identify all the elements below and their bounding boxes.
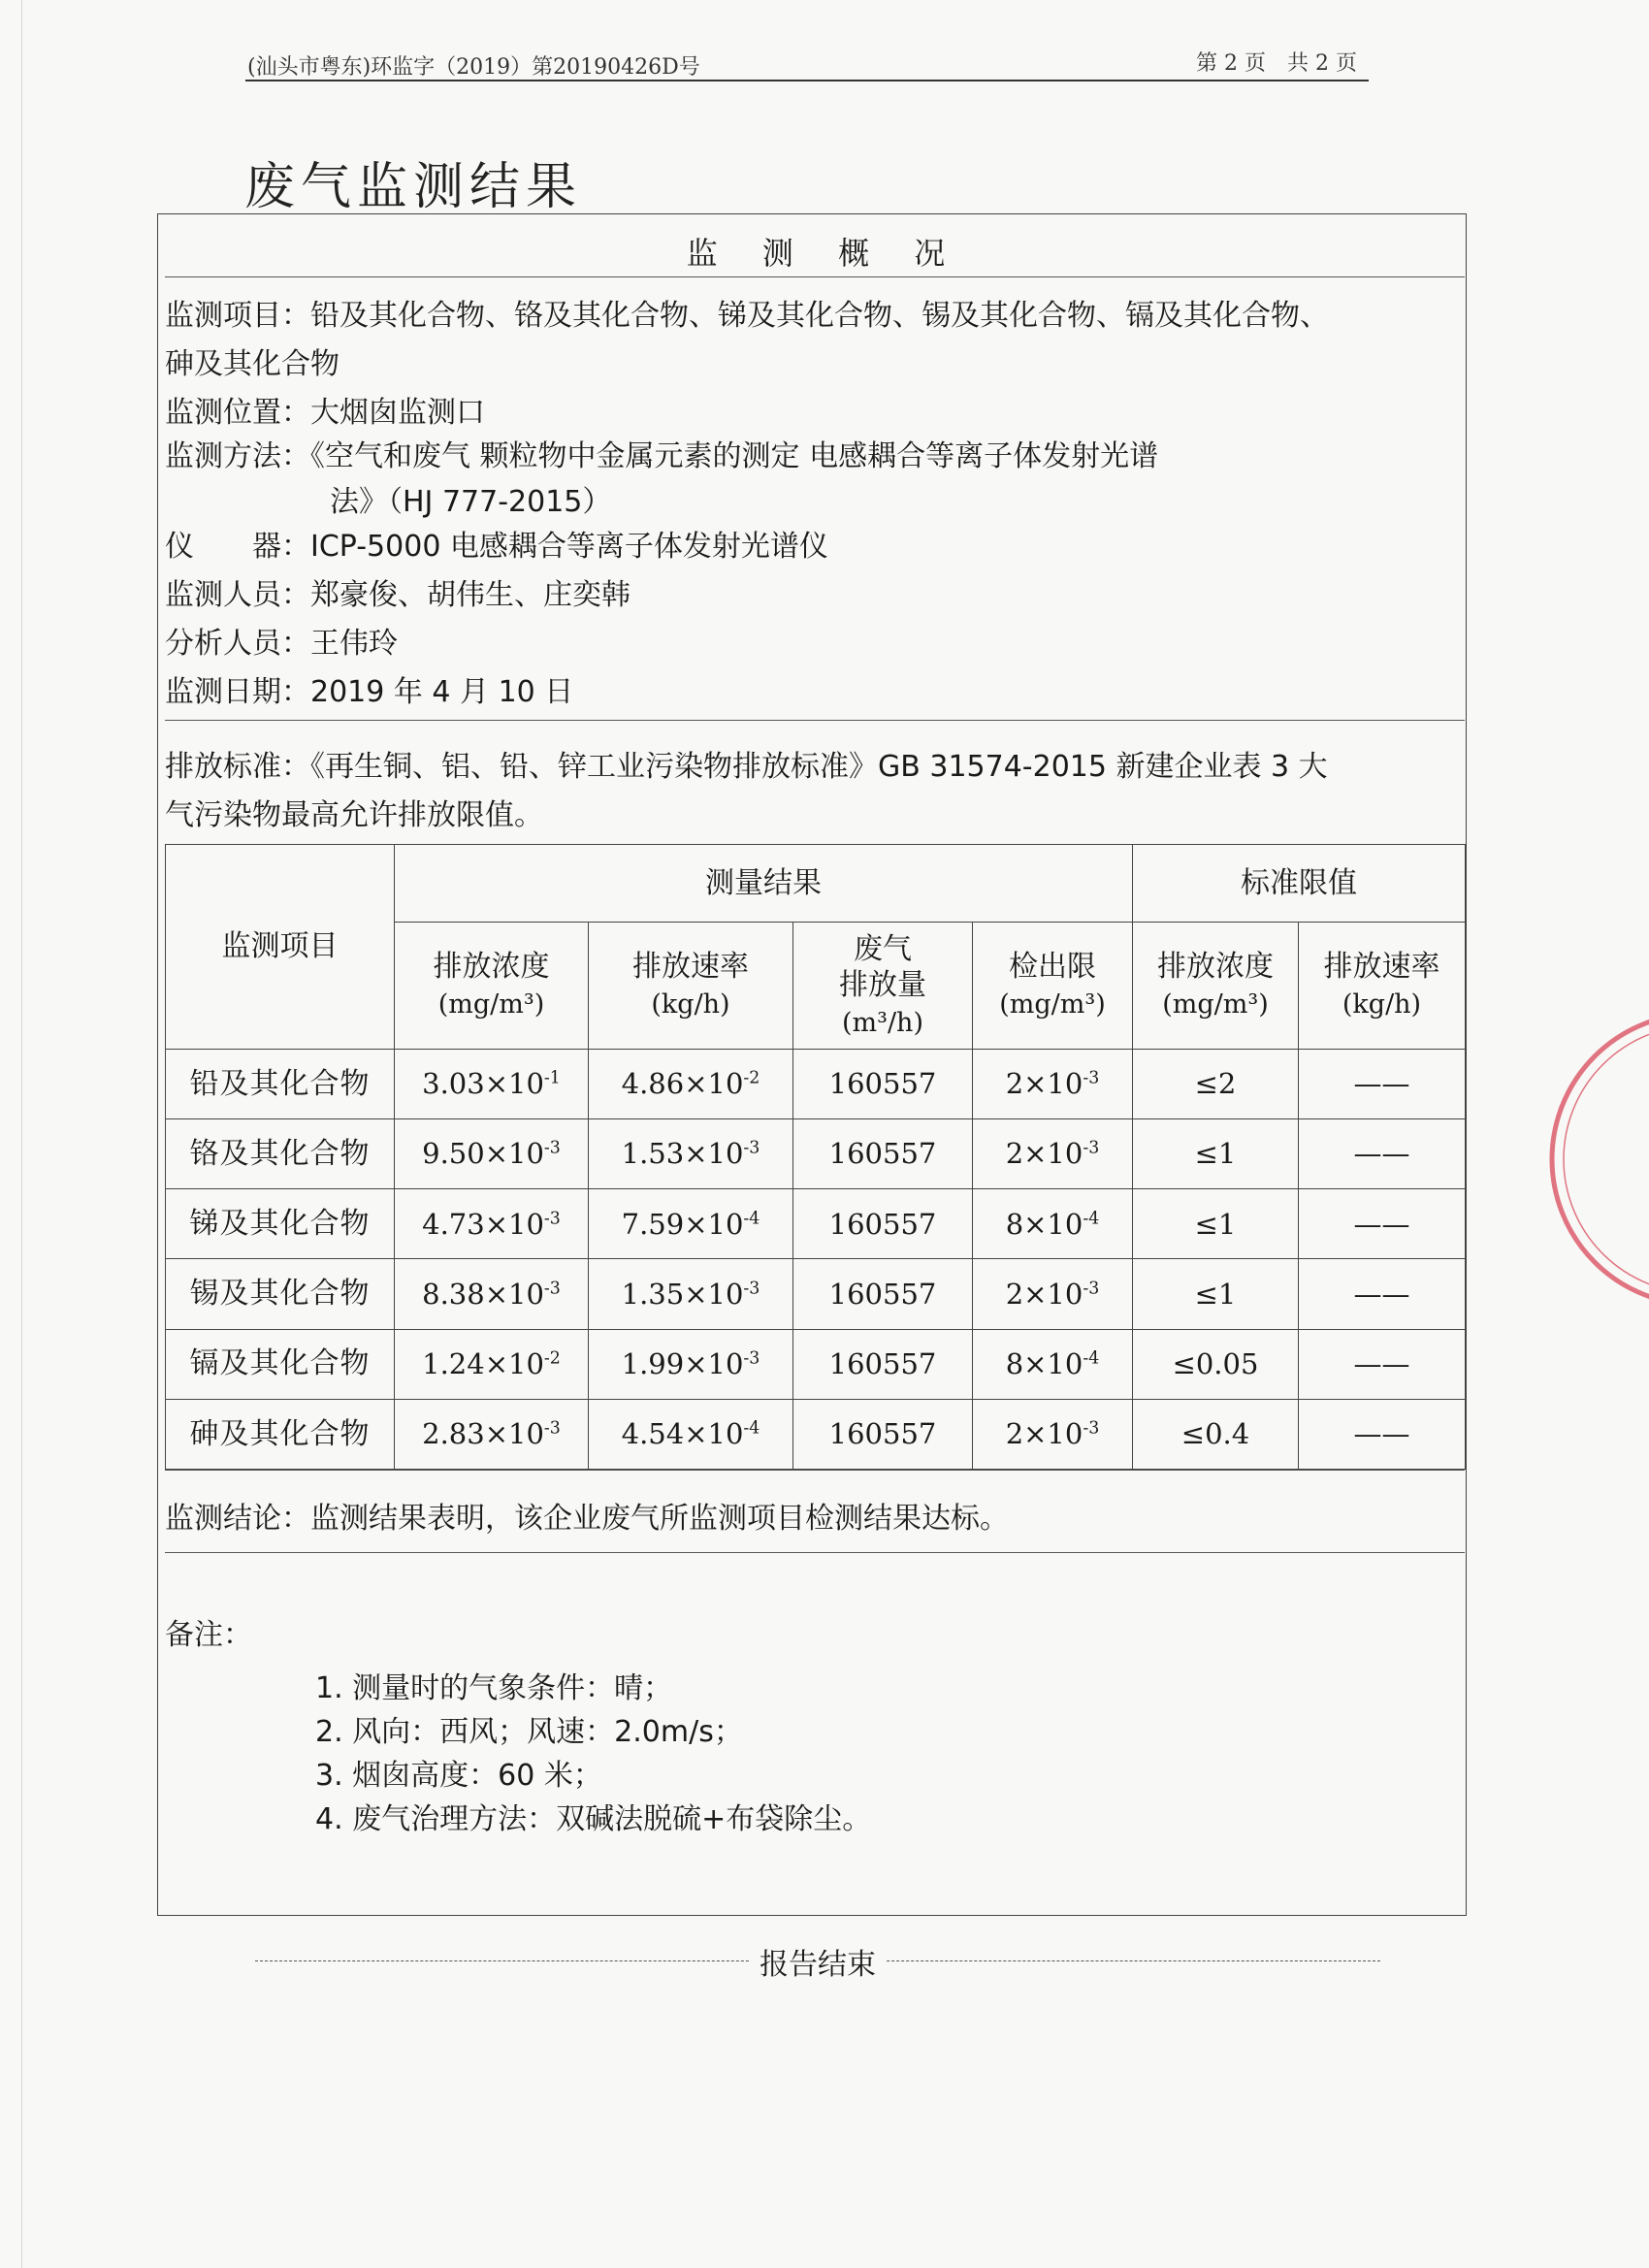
cell-detection-limit: $2\times 10^{-3}$ [973,1259,1133,1329]
divider [165,720,1465,721]
cell-concentration: $4.73\times 10^{-3}$ [395,1189,589,1259]
cell-concentration: $3.03\times 10^{-1}$ [395,1049,589,1118]
cell-concentration: $8.38\times 10^{-3}$ [395,1259,589,1329]
results-table [165,844,1466,1470]
page-number: 第 2 页 共 2 页 [1196,51,1357,76]
monitor-items-line2: 砷及其化合物 [165,347,340,381]
col-rate: 排放速率 (kg/h) [589,923,793,1049]
note-item: 3. 烟囱高度：60 米； [315,1759,602,1793]
cell-concentration: $1.24\times 10^{-2}$ [395,1329,589,1399]
divider [165,1552,1465,1553]
cell-flow: 160557 [793,1329,973,1399]
col-concentration: 排放浓度 (mg/m³) [395,923,589,1049]
analyst: 分析人员：王伟玲 [165,627,398,661]
monitor-conclusion: 监测结论：监测结果表明，该企业废气所监测项目检测结果达标。 [165,1502,1009,1536]
page-edge [21,0,22,2268]
col-flow: 废气 排放量 (m³/h) [793,923,973,1049]
cell-item: 锑及其化合物 [166,1189,395,1259]
notes-label: 备注： [165,1618,252,1652]
cell-item: 镉及其化合物 [166,1329,395,1399]
cell-limit-rate: —— [1299,1189,1466,1259]
page-header [245,50,1369,81]
cell-limit-concentration: ≤0.4 [1133,1399,1299,1469]
cell-limit-concentration: ≤1 [1133,1118,1299,1188]
col-limit-concentration: 排放浓度 (mg/m³) [1133,923,1299,1049]
table-row [166,1259,1466,1329]
cell-detection-limit: $8\times 10^{-4}$ [973,1329,1133,1399]
monitor-items-line1: 监测项目：铅及其化合物、铬及其化合物、锑及其化合物、锡及其化合物、镉及其化合物、 [165,299,1329,333]
cell-rate: $4.54\times 10^{-4}$ [589,1399,793,1469]
instrument-value: ICP-5000 电感耦合等离子体发射光谱仪 [310,530,828,564]
monitor-method-line1: 监测方法：《空气和废气 颗粒物中金属元素的测定 电感耦合等离子体发射光谱 [165,439,1159,473]
emission-standard-line2: 气污染物最高允许排放限值。 [165,798,543,832]
cell-flow: 160557 [793,1189,973,1259]
note-item: 1. 测量时的气象条件：晴； [315,1671,673,1705]
cell-limit-rate: —— [1299,1399,1466,1469]
seal-icon [1528,999,1649,1319]
cell-flow: 160557 [793,1049,973,1118]
col-monitor-item: 监测项目 [166,845,395,1050]
emission-standard-line1: 排放标准：《再生铜、铝、铅、锌工业污染物排放标准》GB 31574-2015 新建企业表 3 大 [165,750,1328,784]
cell-detection-limit: $2\times 10^{-3}$ [973,1118,1133,1188]
cell-rate: $1.53\times 10^{-3}$ [589,1118,793,1188]
cell-item: 砷及其化合物 [166,1399,395,1469]
cell-item: 铅及其化合物 [166,1049,395,1118]
group-limit: 标准限值 [1133,845,1466,923]
cell-detection-limit: $8\times 10^{-4}$ [973,1189,1133,1259]
cell-detection-limit: $2\times 10^{-3}$ [973,1049,1133,1118]
cell-limit-concentration: ≤2 [1133,1049,1299,1118]
monitor-location: 监测位置：大烟囱监测口 [165,396,485,430]
group-measurement: 测量结果 [395,845,1133,923]
divider [165,276,1465,277]
cell-item: 锡及其化合物 [166,1259,395,1329]
overview-heading: 监 测 概 况 [686,235,963,272]
report-number: (汕头市粤东)环监字（2019）第20190426D号 [247,55,700,80]
cell-limit-rate: —— [1299,1118,1466,1188]
table-row [166,1329,1466,1399]
table-row [166,1399,1466,1469]
cell-limit-rate: —— [1299,1259,1466,1329]
official-seal [1528,999,1649,1319]
table-row [166,1049,1466,1118]
cell-detection-limit: $2\times 10^{-3}$ [973,1399,1133,1469]
table-row [166,1118,1466,1188]
report-end-text: 报告结束 [750,1948,886,1982]
cell-limit-concentration: ≤1 [1133,1259,1299,1329]
monitor-date: 监测日期：2019 年 4 月 10 日 [165,675,574,709]
note-item: 2. 风向：西风；风速：2.0m/s； [315,1715,743,1749]
instrument-label: 仪 器： [165,530,310,564]
cell-flow: 160557 [793,1399,973,1469]
cell-limit-rate: —— [1299,1049,1466,1118]
cell-flow: 160557 [793,1259,973,1329]
monitor-method-line2: 法》（HJ 777-2015） [330,485,612,519]
cell-limit-concentration: ≤1 [1133,1189,1299,1259]
cell-concentration: $9.50\times 10^{-3}$ [395,1118,589,1188]
report-end [255,1940,1380,1982]
page-title: 废气监测结果 [244,158,583,216]
cell-limit-rate: —— [1299,1329,1466,1399]
cell-rate: $7.59\times 10^{-4}$ [589,1189,793,1259]
col-detection-limit: 检出限 (mg/m³) [973,923,1133,1049]
note-item: 4. 废气治理方法：双碱法脱硫+布袋除尘。 [315,1802,872,1836]
monitor-personnel: 监测人员：郑豪俊、胡伟生、庄奕韩 [165,578,630,612]
cell-concentration: $2.83\times 10^{-3}$ [395,1399,589,1469]
cell-rate: $1.35\times 10^{-3}$ [589,1259,793,1329]
instrument [165,522,828,565]
cell-item: 铬及其化合物 [166,1118,395,1188]
divider [165,1470,1465,1471]
cell-rate: $1.99\times 10^{-3}$ [589,1329,793,1399]
cell-limit-concentration: ≤0.05 [1133,1329,1299,1399]
cell-rate: $4.86\times 10^{-2}$ [589,1049,793,1118]
table-row [166,1189,1466,1259]
cell-flow: 160557 [793,1118,973,1188]
col-limit-rate: 排放速率 (kg/h) [1299,923,1466,1049]
